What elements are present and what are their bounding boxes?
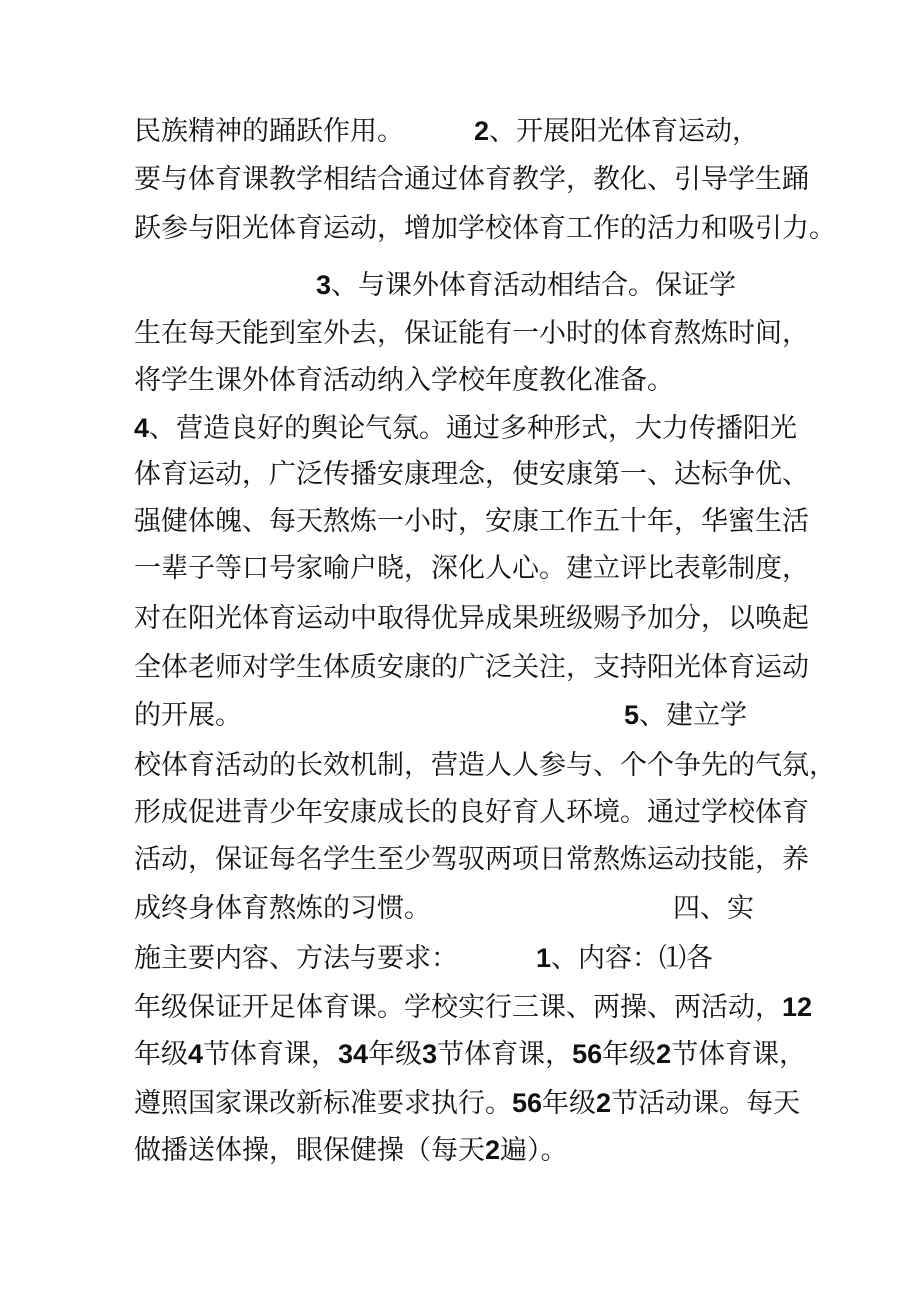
text-segment: 民族精神的踊跃作用。 [134,116,404,147]
list-number: 1 [536,943,552,973]
number-text: 2 [485,1135,501,1165]
number-text: 56 [572,1039,603,1069]
text-line [134,1031,806,1077]
text-line [134,596,809,642]
number-text: 12 [782,992,813,1022]
text-segment: 做播送体操，眼保健操（每天 [134,1135,485,1166]
text-line [134,935,713,981]
text-segment: 、内容：⑴各 [551,943,714,974]
text-segment: 体育运动，广泛传播安康理念，使安康第一、达标争优、 [134,459,809,490]
text-line [134,206,836,252]
text-segment: 节体育课， [671,1039,807,1070]
text-line [134,157,809,203]
text-segment: 要与体育课教学相结合通过体育教学，教化、引导学生踊 [134,164,809,195]
text-line [134,311,809,357]
number-text: 34 [338,1039,369,1069]
text-segment: 的开展。 [134,700,242,731]
text-segment: 一辈子等口号家喻户晓，深化人心。建立评比表彰制度， [134,553,809,584]
text-line [134,743,836,789]
text-segment: 将学生课外体育活动纳入学校年度教化准备。 [134,365,674,396]
text-segment: 遍）。 [500,1135,568,1166]
text-segment: 施主要内容、方法与要求： [134,943,458,974]
text-segment: 年级 [368,1039,423,1070]
list-number: 2 [474,116,490,146]
text-segment: 全体老师对学生体质安康的广泛关注，支持阳光体育运动 [134,652,809,683]
number-text: 2 [656,1039,672,1069]
text-line [134,790,809,836]
number-text: 2 [596,1088,612,1118]
text-line [316,262,736,308]
text-line [134,358,674,404]
text-segment: 、与课外体育活动相结合。保证学 [331,270,737,301]
text-segment: 跃参与阳光体育运动，增加学校体育工作的活力和吸引力。 [134,213,836,244]
text-segment: 、开展阳光体育运动， [489,116,760,147]
text-segment: 、建立学 [639,700,748,731]
text-segment: 对在阳光体育运动中取得优异成果班级赐予加分，以唤起 [134,603,809,634]
text-segment: 遵照国家课改新标准要求执行。 [134,1088,512,1119]
text-segment: 年级保证开足体育课。学校实行三课、两操、两活动， [134,992,782,1023]
text-segment: 节体育课， [437,1039,573,1070]
text-segment: 强健体魄、每天熬炼一小时，安康工作五十年，华蜜生活 [134,506,809,537]
text-segment: 成终身体育熬炼的习惯。 [134,893,431,924]
text-line [134,452,809,498]
text-segment: 校体育活动的长效机制，营造人人参与、个个争先的气氛， [134,750,836,781]
text-line [134,1127,568,1173]
text-segment: 节体育课， [203,1039,339,1070]
list-number: 5 [624,700,640,730]
text-line [134,692,747,738]
number-text: 3 [422,1039,438,1069]
text-line [134,984,812,1030]
text-segment: 年级 [602,1039,657,1070]
text-line [134,546,809,592]
number-text: 4 [188,1039,204,1069]
text-line [134,837,809,883]
text-line [134,886,754,932]
text-line [134,108,759,154]
text-line [134,499,809,545]
text-segment: 四、实 [673,893,754,924]
text-segment: 年级 [542,1088,597,1119]
list-number: 4 [134,413,150,443]
text-segment: 节活动课。每天 [611,1088,801,1119]
text-segment: 形成促进青少年安康成长的良好育人环境。通过学校体育 [134,797,809,828]
text-line [134,1080,800,1126]
number-text: 56 [512,1088,543,1118]
text-line [134,405,797,451]
text-line [134,645,809,691]
text-segment: 、营造良好的舆论气氛。通过多种形式，大力传播阳光 [149,413,798,444]
text-segment: 年级 [134,1039,188,1070]
text-segment: 活动，保证每名学生至少驾驭两项日常熬炼运动技能，养 [134,844,809,875]
text-segment: 生在每天能到室外去，保证能有一小时的体育熬炼时间， [134,318,809,349]
list-number: 3 [316,270,332,300]
